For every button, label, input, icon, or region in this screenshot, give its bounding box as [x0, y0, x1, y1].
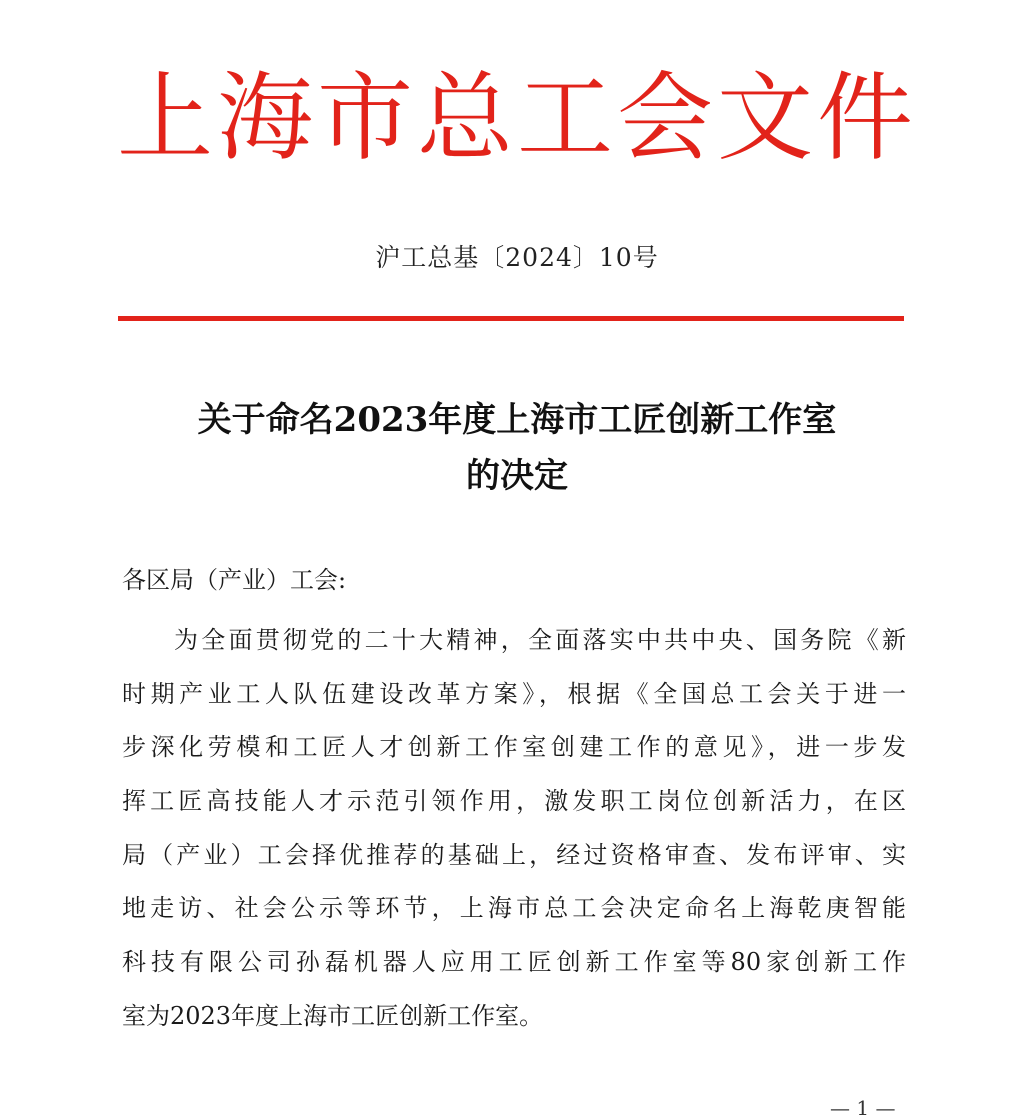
body-line: 挥工匠高技能人才示范引领作用，激发职工岗位创新活力，在区: [122, 787, 906, 816]
document-number: 沪工总基〔2024〕10号: [375, 243, 659, 272]
page-number: — 1 —: [830, 1096, 896, 1120]
body-line: 步深化劳模和工匠人才创新工作室创建工作的意见》，进一步发: [122, 733, 906, 762]
body-line: 时期产业工人队伍建设改革方案》，根据《全国总工会关于进一: [122, 679, 906, 708]
salutation: 各区局（产业）工会:: [122, 566, 347, 594]
body-line: 局（产业）工会择优推荐的基础上，经过资格审查、发布评审、实: [122, 840, 906, 869]
title-line-2: 的决定: [466, 456, 568, 496]
title-line-1: 关于命名2023年度上海市工匠创新工作室: [197, 400, 837, 440]
document-title: [0, 392, 1034, 504]
red-divider-line: [118, 316, 904, 321]
body-line: 科技有限公司孙磊机器人应用工匠创新工作室等80家创新工作: [122, 948, 906, 977]
body-line: 为全面贯彻党的二十大精神，全面落实中共中央、国务院《新: [174, 626, 906, 654]
masthead-title: 上海市总工会文件: [117, 62, 917, 174]
body-paragraph: [122, 614, 906, 1044]
body-line: 室为2023年度上海市工匠创新工作室。: [122, 1001, 544, 1030]
body-line: 地走访、社会公示等环节，上海市总工会决定命名上海乾庚智能: [122, 894, 906, 923]
